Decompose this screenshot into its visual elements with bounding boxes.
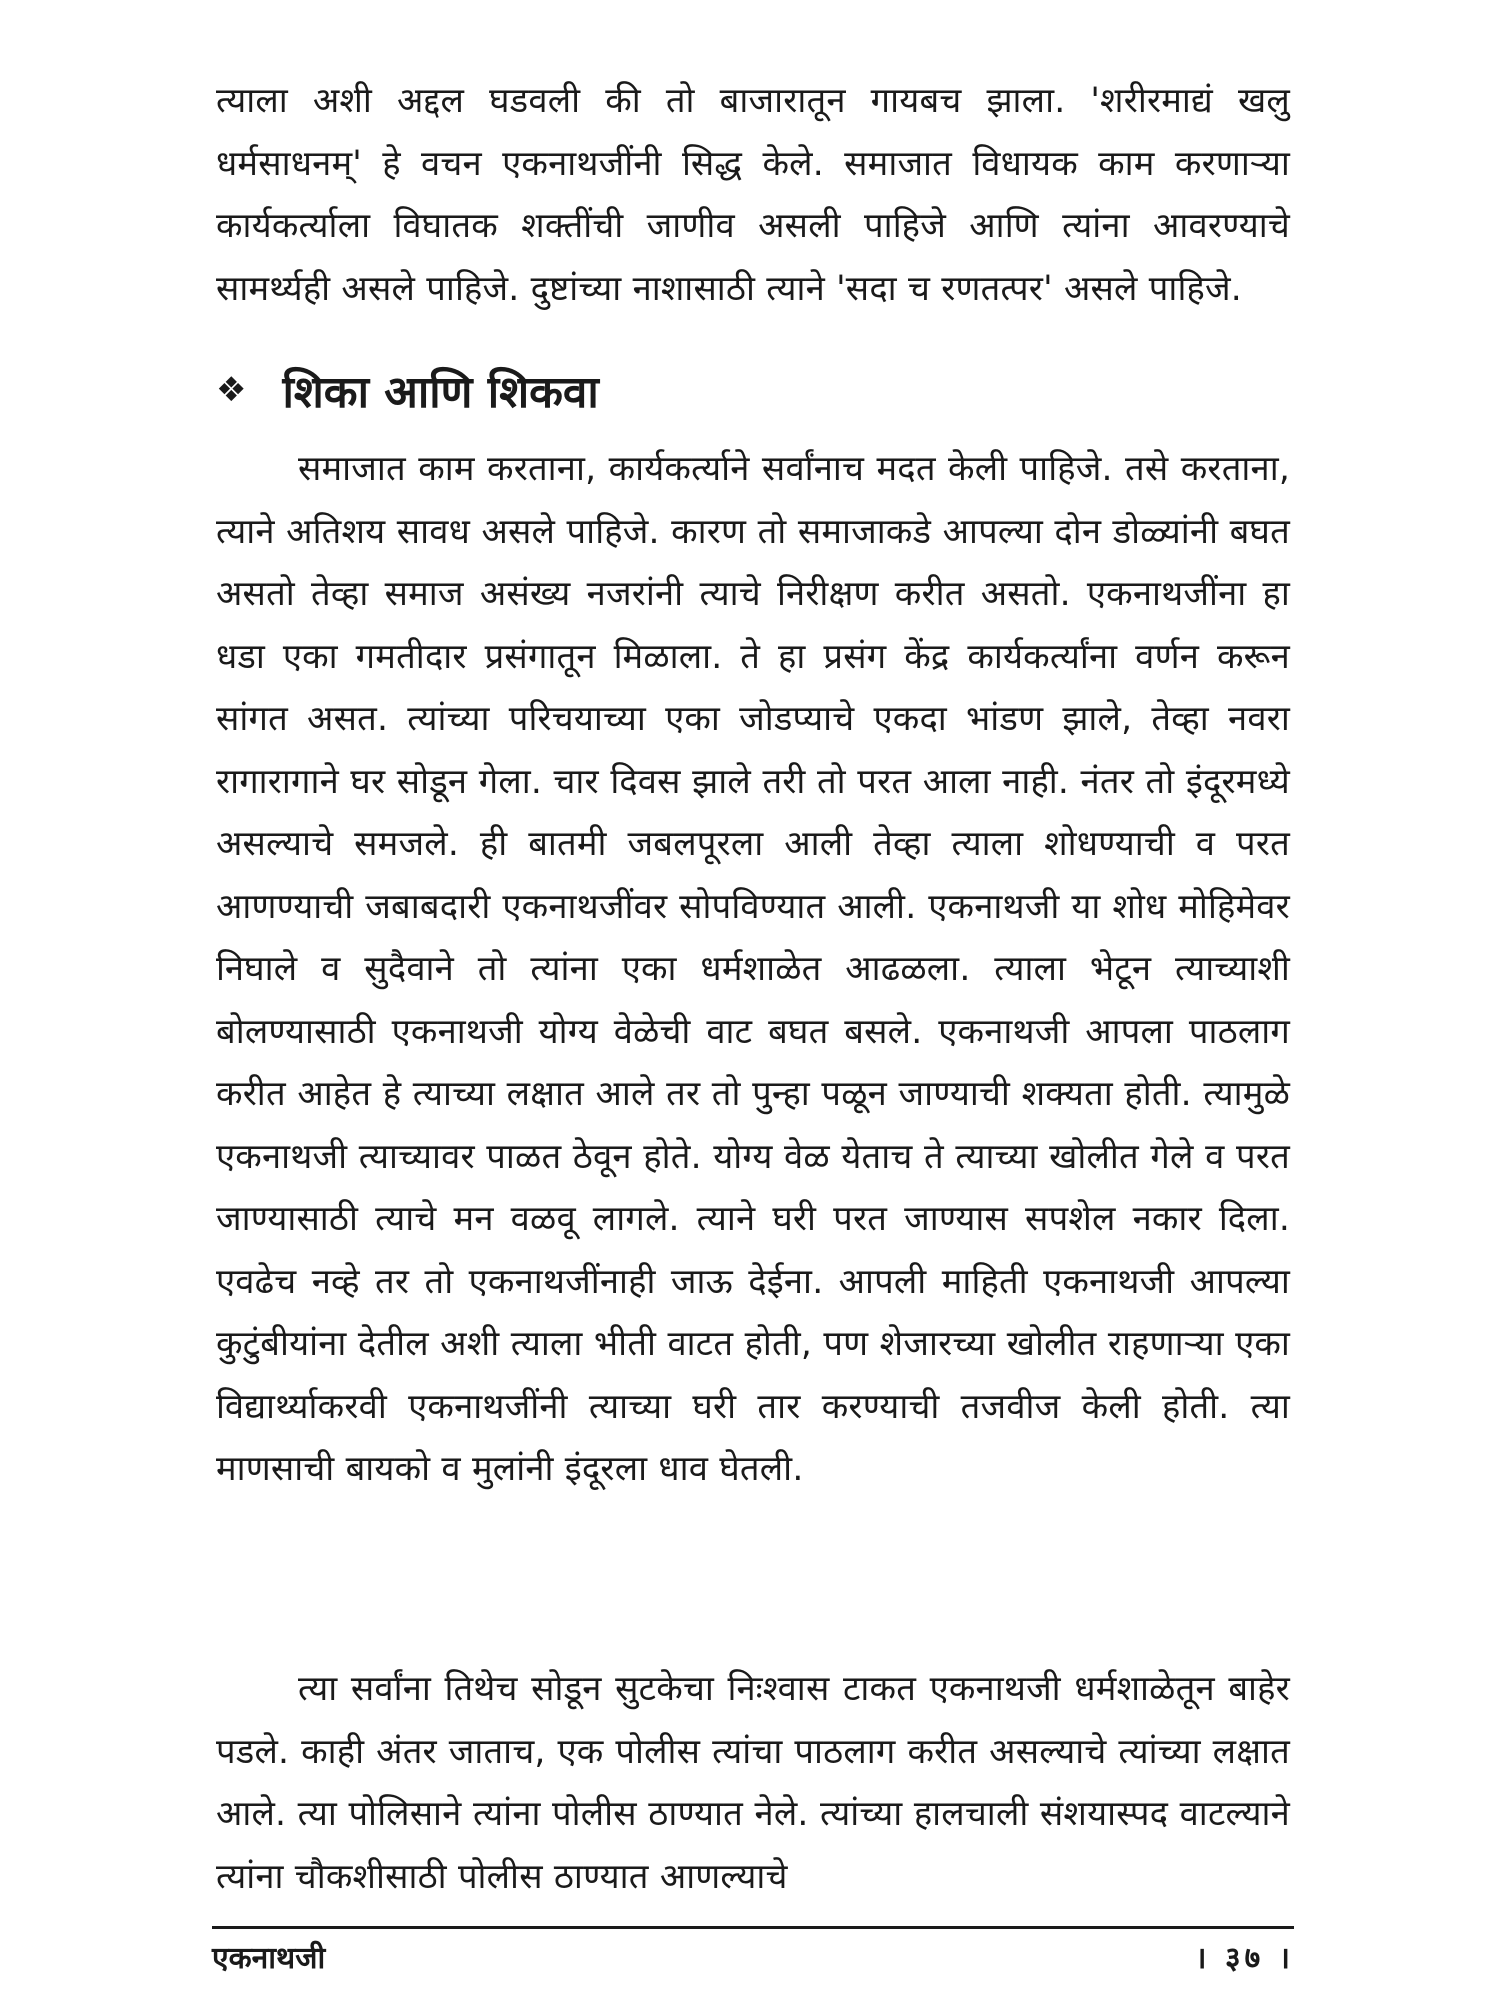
- footer-page-number: । ३७ ।: [1195, 1941, 1294, 1976]
- four-diamond-bullet-icon: ❖: [216, 370, 247, 410]
- paragraph-story: समाजात काम करताना, कार्यकर्त्याने सर्वांनाच मदत केली पाहिजे. तसे करताना, त्याने अतिशय सावध असले पाहिजे. कारण तो समाजाकडे आपल्या दोन डोळ्यांनी बघत असतो तेव्हा समाज असंख्य नजरांनी त्याचे निरीक्षण करीत असतो. एकनाथजींना हा धडा एका गमतीदार प्रसंगातून मिळाला. ते हा प्रसंग केंद्र कार्यकर्त्यांना वर्णन करून सांगत असत. त्यांच्या परिचयाच्या एका जोडप्याचे एकदा भांडण झाले, तेव्हा नवरा रागारागाने घर सोडून गेला. चार दिवस झाले तरी तो परत आला नाही. नंतर तो इंदूरमध्ये असल्याचे समजले. ही बातमी जबलपूरला आली तेव्हा त्याला शोधण्याची व परत आणण्याची जबाबदारी एकनाथजींवर सोपविण्यात आली. एकनाथजी या शोध मोहिमेवर निघाले व सुदैवाने तो त्यांना एका धर्मशाळेत आढळला. त्याला भेटून त्याच्याशी बोलण्यासाठी एकनाथजी योग्य वेळेची वाट बघत बसले. एकनाथजी आपला पाठलाग करीत आहेत हे त्याच्या लक्षात आले तर तो पुन्हा पळून जाण्याची शक्यता होती. त्यामुळे एकनाथजी त्याच्यावर पाळत ठेवून होते. योग्य वेळ येताच ते त्याच्या खोलीत गेले व परत जाण्यासाठी त्याचे मन वळवू लागले. त्याने घरी परत जाण्यास सपशेल नकार दिला. एवढेच नव्हे तर तो एकनाथजींनाही जाऊ देईना. आपली माहिती एकनाथजी आपल्या कुटुंबीयांना देतील अशी त्याला भीती वाटत होती, पण शेजारच्या खोलीत राहणाऱ्या एका विद्यार्थ्याकरवी एकनाथजींनी त्याच्या घरी तार करण्याची तजवीज केली होती. त्या माणसाची बायको व मुलांनी इंदूरला धाव घेतली.: [216, 449, 1290, 1489]
- section-heading-text: शिका आणि शिकवा: [282, 367, 599, 418]
- paragraph-continued: त्याला अशी अद्दल घडवली की तो बाजारातून गायबच झाला. 'शरीरमाद्यं खलु धर्मसाधनम्' हे वचन एकनाथजींनी सिद्ध केले. समाजात विधायक काम करणाऱ्या कार्यकर्त्याला विघातक शक्तींची जाणीव असली पाहिजे आणि त्यांना आवरण्याचे सामर्थ्यही असले पाहिजे. दुष्टांच्या नाशासाठी त्याने 'सदा च रणतत्पर' असले पाहिजे.: [216, 81, 1290, 309]
- section-heading: [216, 360, 599, 420]
- paragraph-police: त्या सर्वांना तिथेच सोडून सुटकेचा निःश्वास टाकत एकनाथजी धर्मशाळेतून बाहेर पडले. काही अंतर जाताच, एक पोलीस त्यांचा पाठलाग करीत असल्याचे त्यांच्या लक्षात आले. त्या पोलिसाने त्यांना पोलीस ठाण्यात नेले. त्यांच्या हालचाली संशयास्पद वाटल्याने त्यांना चौकशीसाठी पोलीस ठाण्यात आणल्याचे: [216, 1669, 1290, 1897]
- footer-book-title: एकनाथजी: [212, 1941, 326, 1976]
- footer-divider: [212, 1926, 1294, 1929]
